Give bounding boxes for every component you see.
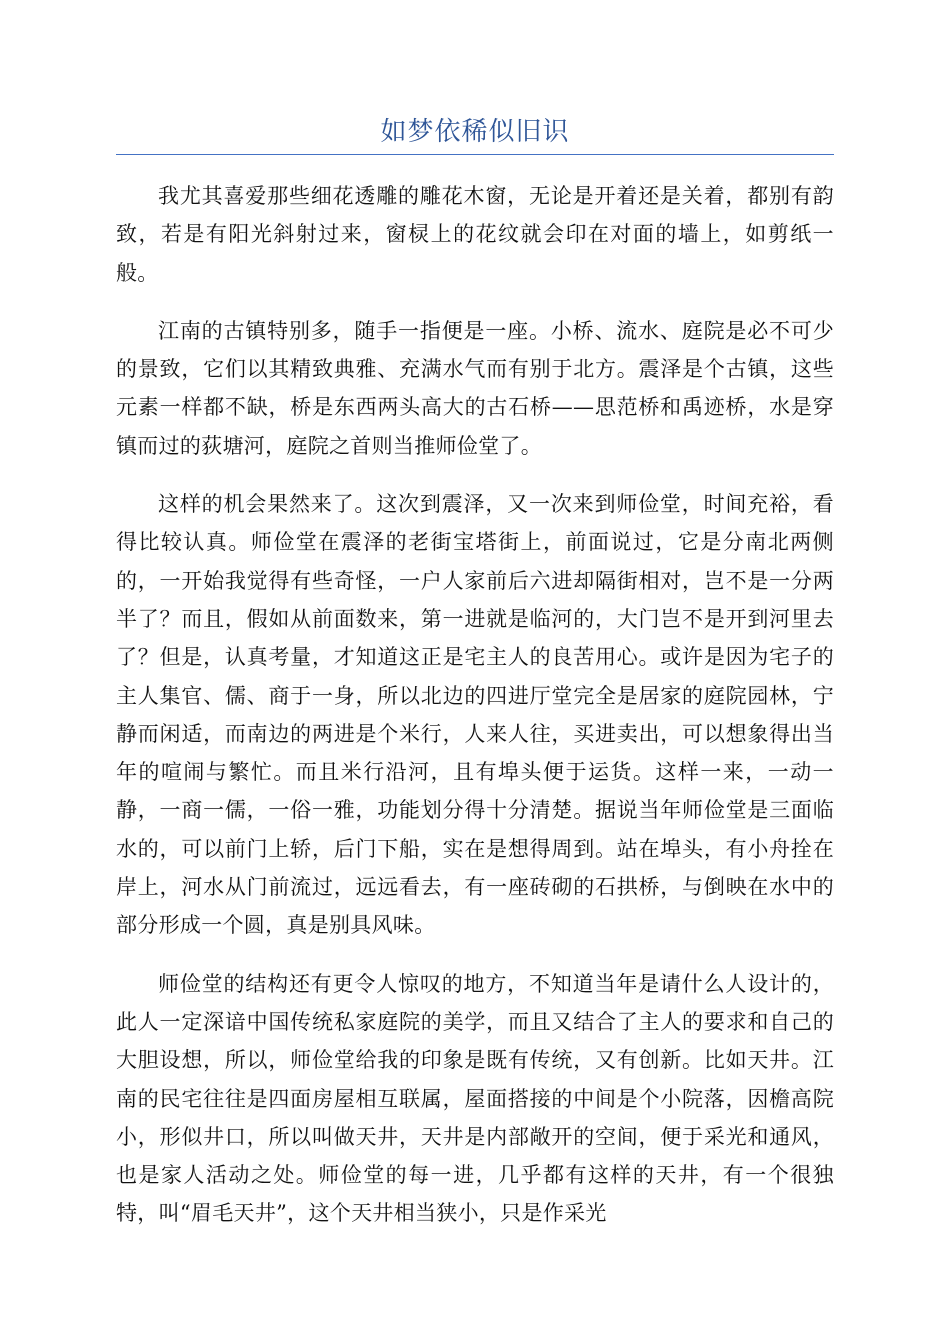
title-underline (116, 154, 834, 155)
document-page (116, 110, 834, 1253)
paragraph-3: 这样的机会果然来了。这次到震泽，又一次来到师俭堂，时间充裕，看得比较认真。师俭堂在震泽的老街宝塔街上，前面说过，它是分南北两侧的，一开始我觉得有些奇怪，一户人家前后六进却隔街相对，岂不是一分两半了？而且，假如从前面数来，第一进就是临河的，大门岂不是开到河里去了？但是，认真考量，才知道这正是宅主人的良苦用心。或许是因为宅子的主人集官、儒、商于一身，所以北边的四进厅堂完全是居家的庭院园林，宁静而闲适，而南边的两进是个米行，人来人往，买进卖出，可以想象得出当年的喧闹与繁忙。而且米行沿河，且有埠头便于运货。这样一来，一动一静，一商一儒，一俗一雅，功能划分得十分清楚。据说当年师俭堂是三面临水的，可以前门上轿，后门下船，实在是想得周到。站在埠头，有小舟拴在岸上，河水从门前流过，远远看去，有一座砖砌的石拱桥，与倒映在水中的部分形成一个圆，真是别具风味。 (116, 492, 834, 938)
paragraph-4: 师俭堂的结构还有更令人惊叹的地方，不知道当年是请什么人设计的，此人一定深谙中国传统私家庭院的美学，而且又结合了主人的要求和自己的大胆设想，所以，师俭堂给我的印象是既有传统，又有创新。比如天井。江南的民宅往往是四面房屋相互联属，屋面搭接的中间是个小院落，因檐高院小，形似井口，所以叫做天井，天井是内部敞开的空间，便于采光和通风，也是家人活动之处。师俭堂的每一进，几乎都有这样的天井，有一个很独特，叫“眉毛天井”，这个天井相当狭小，只是作采光 (116, 971, 834, 1226)
paragraph-2: 江南的古镇特别多，随手一指便是一座。小桥、流水、庭院是必不可少的景致，它们以其精致典雅、充满水气而有别于北方。震泽是个古镇，这些元素一样都不缺，桥是东西两头高大的古石桥——思范桥和禹迹桥，水是穿镇而过的荻塘河，庭院之首则当推师俭堂了。 (116, 318, 834, 458)
paragraph-1: 我尤其喜爱那些细花透雕的雕花木窗，无论是开着还是关着，都别有韵致，若是有阳光斜射过来，窗棂上的花纹就会印在对面的墙上，如剪纸一般。 (116, 184, 834, 285)
document-title: 如梦依稀似旧识 (380, 117, 570, 147)
document-body (116, 177, 834, 1233)
